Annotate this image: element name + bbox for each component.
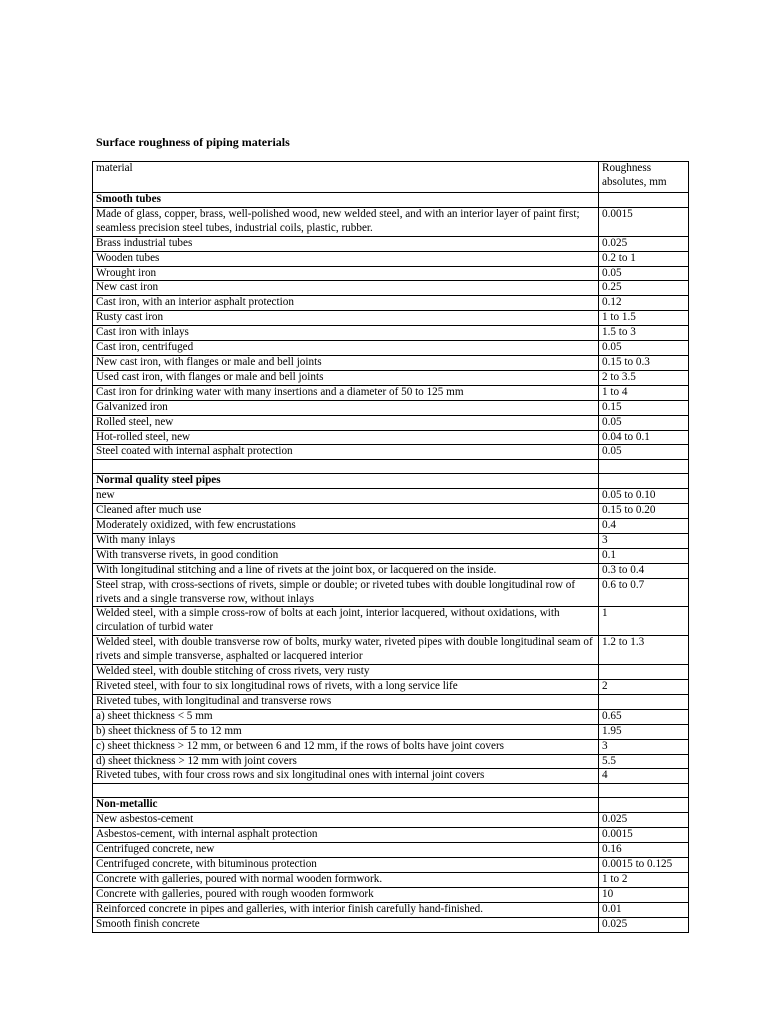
table-row [93, 917, 689, 932]
roughness-cell: 0.05 to 0.10 [599, 489, 689, 504]
material-cell: Made of glass, copper, brass, well-polished wood, new welded steel, and with an interior layer of paint first; seamless precision steel tubes, industrial coils, plastic, rubber. [93, 207, 599, 236]
table-row [93, 739, 689, 754]
roughness-cell [599, 798, 689, 813]
roughness-cell: 1 to 4 [599, 385, 689, 400]
table-row [93, 385, 689, 400]
section-title: Non-metallic [93, 798, 599, 813]
table-row [93, 607, 689, 636]
roughness-cell: 0.05 [599, 415, 689, 430]
table-row [93, 857, 689, 872]
material-cell: Smooth finish concrete [93, 917, 599, 932]
section-title: Normal quality steel pipes [93, 474, 599, 489]
material-cell: Welded steel, with a simple cross-row of bolts at each joint, interior lacquered, without oxidations, with circulation of turbid water [93, 607, 599, 636]
material-cell: Riveted tubes, with longitudinal and transverse rows [93, 694, 599, 709]
roughness-cell: 0.05 [599, 266, 689, 281]
material-cell: Riveted tubes, with four cross rows and six longitudinal ones with internal joint covers [93, 769, 599, 784]
roughness-cell: 3 [599, 533, 689, 548]
material-cell: a) sheet thickness < 5 mm [93, 709, 599, 724]
table-row [93, 489, 689, 504]
material-cell: With transverse rivets, in good condition [93, 548, 599, 563]
roughness-cell: 0.15 to 0.3 [599, 355, 689, 370]
section-header-row [93, 798, 689, 813]
material-cell: Wrought iron [93, 266, 599, 281]
roughness-cell: 0.025 [599, 813, 689, 828]
table-row [93, 504, 689, 519]
table-row [93, 813, 689, 828]
table-row [93, 296, 689, 311]
table-row [93, 636, 689, 665]
material-cell: Asbestos-cement, with internal asphalt protection [93, 828, 599, 843]
table-row [93, 415, 689, 430]
material-cell: Welded steel, with double transverse row of bolts, murky water, riveted pipes with double longitudinal seam of rivets and simple transverse, asphalted or lacquered interior [93, 636, 599, 665]
table-body [93, 162, 689, 933]
material-cell: Used cast iron, with flanges or male and bell joints [93, 370, 599, 385]
material-cell [93, 784, 599, 798]
roughness-table [92, 161, 689, 933]
roughness-cell: 0.3 to 0.4 [599, 563, 689, 578]
table-row [93, 887, 689, 902]
header-roughness: Roughness absolutes, mm [599, 162, 689, 193]
roughness-cell: 1 to 2 [599, 872, 689, 887]
table-row [93, 251, 689, 266]
material-cell: Steel strap, with cross-sections of rivets, simple or double; or riveted tubes with double longitudinal row of rivets and a single transverse row, without inlays [93, 578, 599, 607]
material-cell: Rolled steel, new [93, 415, 599, 430]
table-row [93, 430, 689, 445]
material-cell: Centrifuged concrete, new [93, 843, 599, 858]
section-header-row [93, 474, 689, 489]
roughness-cell: 0.12 [599, 296, 689, 311]
roughness-cell [599, 665, 689, 680]
table-row [93, 709, 689, 724]
roughness-cell [599, 474, 689, 489]
table-row [93, 311, 689, 326]
roughness-cell: 4 [599, 769, 689, 784]
roughness-cell: 0.0015 [599, 207, 689, 236]
material-cell: New cast iron [93, 281, 599, 296]
material-cell: Steel coated with internal asphalt protection [93, 445, 599, 460]
material-cell [93, 460, 599, 474]
table-row [93, 326, 689, 341]
roughness-cell: 0.65 [599, 709, 689, 724]
roughness-cell: 0.05 [599, 341, 689, 356]
roughness-cell: 1.95 [599, 724, 689, 739]
material-cell: New cast iron, with flanges or male and bell joints [93, 355, 599, 370]
material-cell: Rusty cast iron [93, 311, 599, 326]
section-header-row [93, 193, 689, 208]
material-cell: Moderately oxidized, with few encrustations [93, 519, 599, 534]
roughness-cell: 1.5 to 3 [599, 326, 689, 341]
material-cell: With many inlays [93, 533, 599, 548]
material-cell: Cast iron for drinking water with many insertions and a diameter of 50 to 125 mm [93, 385, 599, 400]
roughness-cell: 0.1 [599, 548, 689, 563]
roughness-cell [599, 694, 689, 709]
material-cell: Wooden tubes [93, 251, 599, 266]
table-row [93, 207, 689, 236]
table-row [93, 872, 689, 887]
table-header-row [93, 162, 689, 193]
roughness-cell [599, 193, 689, 208]
table-row [93, 754, 689, 769]
material-cell: With longitudinal stitching and a line of rivets at the joint box, or lacquered on the inside. [93, 563, 599, 578]
roughness-cell: 0.2 to 1 [599, 251, 689, 266]
roughness-cell: 2 to 3.5 [599, 370, 689, 385]
table-row [93, 828, 689, 843]
roughness-cell: 0.25 [599, 281, 689, 296]
spacer-row [93, 784, 689, 798]
table-row [93, 445, 689, 460]
roughness-cell: 0.15 [599, 400, 689, 415]
roughness-cell: 0.0015 [599, 828, 689, 843]
material-cell: Riveted steel, with four to six longitudinal rows of rivets, with a long service life [93, 680, 599, 695]
section-title: Smooth tubes [93, 193, 599, 208]
roughness-cell: 3 [599, 739, 689, 754]
table-row [93, 680, 689, 695]
material-cell: Cleaned after much use [93, 504, 599, 519]
roughness-cell [599, 460, 689, 474]
material-cell: Centrifuged concrete, with bituminous protection [93, 857, 599, 872]
material-cell: d) sheet thickness > 12 mm with joint covers [93, 754, 599, 769]
material-cell: Welded steel, with double stitching of cross rivets, very rusty [93, 665, 599, 680]
table-row [93, 370, 689, 385]
roughness-cell: 5.5 [599, 754, 689, 769]
material-cell: Cast iron, with an interior asphalt protection [93, 296, 599, 311]
table-row [93, 724, 689, 739]
document-title: Surface roughness of piping materials [96, 135, 290, 149]
roughness-cell: 0.16 [599, 843, 689, 858]
roughness-cell: 1.2 to 1.3 [599, 636, 689, 665]
roughness-cell: 1 to 1.5 [599, 311, 689, 326]
table-row [93, 533, 689, 548]
table-row [93, 341, 689, 356]
table-row [93, 548, 689, 563]
table-row [93, 519, 689, 534]
roughness-cell: 10 [599, 887, 689, 902]
table-row [93, 578, 689, 607]
roughness-cell: 1 [599, 607, 689, 636]
table-row [93, 843, 689, 858]
spacer-row [93, 460, 689, 474]
table-row [93, 266, 689, 281]
material-cell: new [93, 489, 599, 504]
material-cell: Galvanized iron [93, 400, 599, 415]
roughness-cell: 0.025 [599, 917, 689, 932]
table-row [93, 400, 689, 415]
table-row [93, 236, 689, 251]
table-row [93, 769, 689, 784]
table-row [93, 694, 689, 709]
roughness-cell: 2 [599, 680, 689, 695]
material-cell: Cast iron, centrifuged [93, 341, 599, 356]
material-cell: Hot-rolled steel, new [93, 430, 599, 445]
table-row [93, 665, 689, 680]
table-row [93, 355, 689, 370]
table-row [93, 563, 689, 578]
material-cell: New asbestos-cement [93, 813, 599, 828]
roughness-cell: 0.05 [599, 445, 689, 460]
header-material: material [93, 162, 599, 193]
material-cell: Concrete with galleries, poured with normal wooden formwork. [93, 872, 599, 887]
material-cell: c) sheet thickness > 12 mm, or between 6 and 12 mm, if the rows of bolts have joint covers [93, 739, 599, 754]
roughness-cell: 0.0015 to 0.125 [599, 857, 689, 872]
material-cell: b) sheet thickness of 5 to 12 mm [93, 724, 599, 739]
material-cell: Reinforced concrete in pipes and galleries, with interior finish carefully hand-finished. [93, 902, 599, 917]
table-row [93, 281, 689, 296]
roughness-cell: 0.01 [599, 902, 689, 917]
table-row [93, 902, 689, 917]
roughness-cell [599, 784, 689, 798]
roughness-cell: 0.025 [599, 236, 689, 251]
material-cell: Concrete with galleries, poured with rough wooden formwork [93, 887, 599, 902]
material-cell: Brass industrial tubes [93, 236, 599, 251]
material-cell: Cast iron with inlays [93, 326, 599, 341]
roughness-cell: 0.4 [599, 519, 689, 534]
roughness-cell: 0.04 to 0.1 [599, 430, 689, 445]
roughness-cell: 0.6 to 0.7 [599, 578, 689, 607]
roughness-cell: 0.15 to 0.20 [599, 504, 689, 519]
